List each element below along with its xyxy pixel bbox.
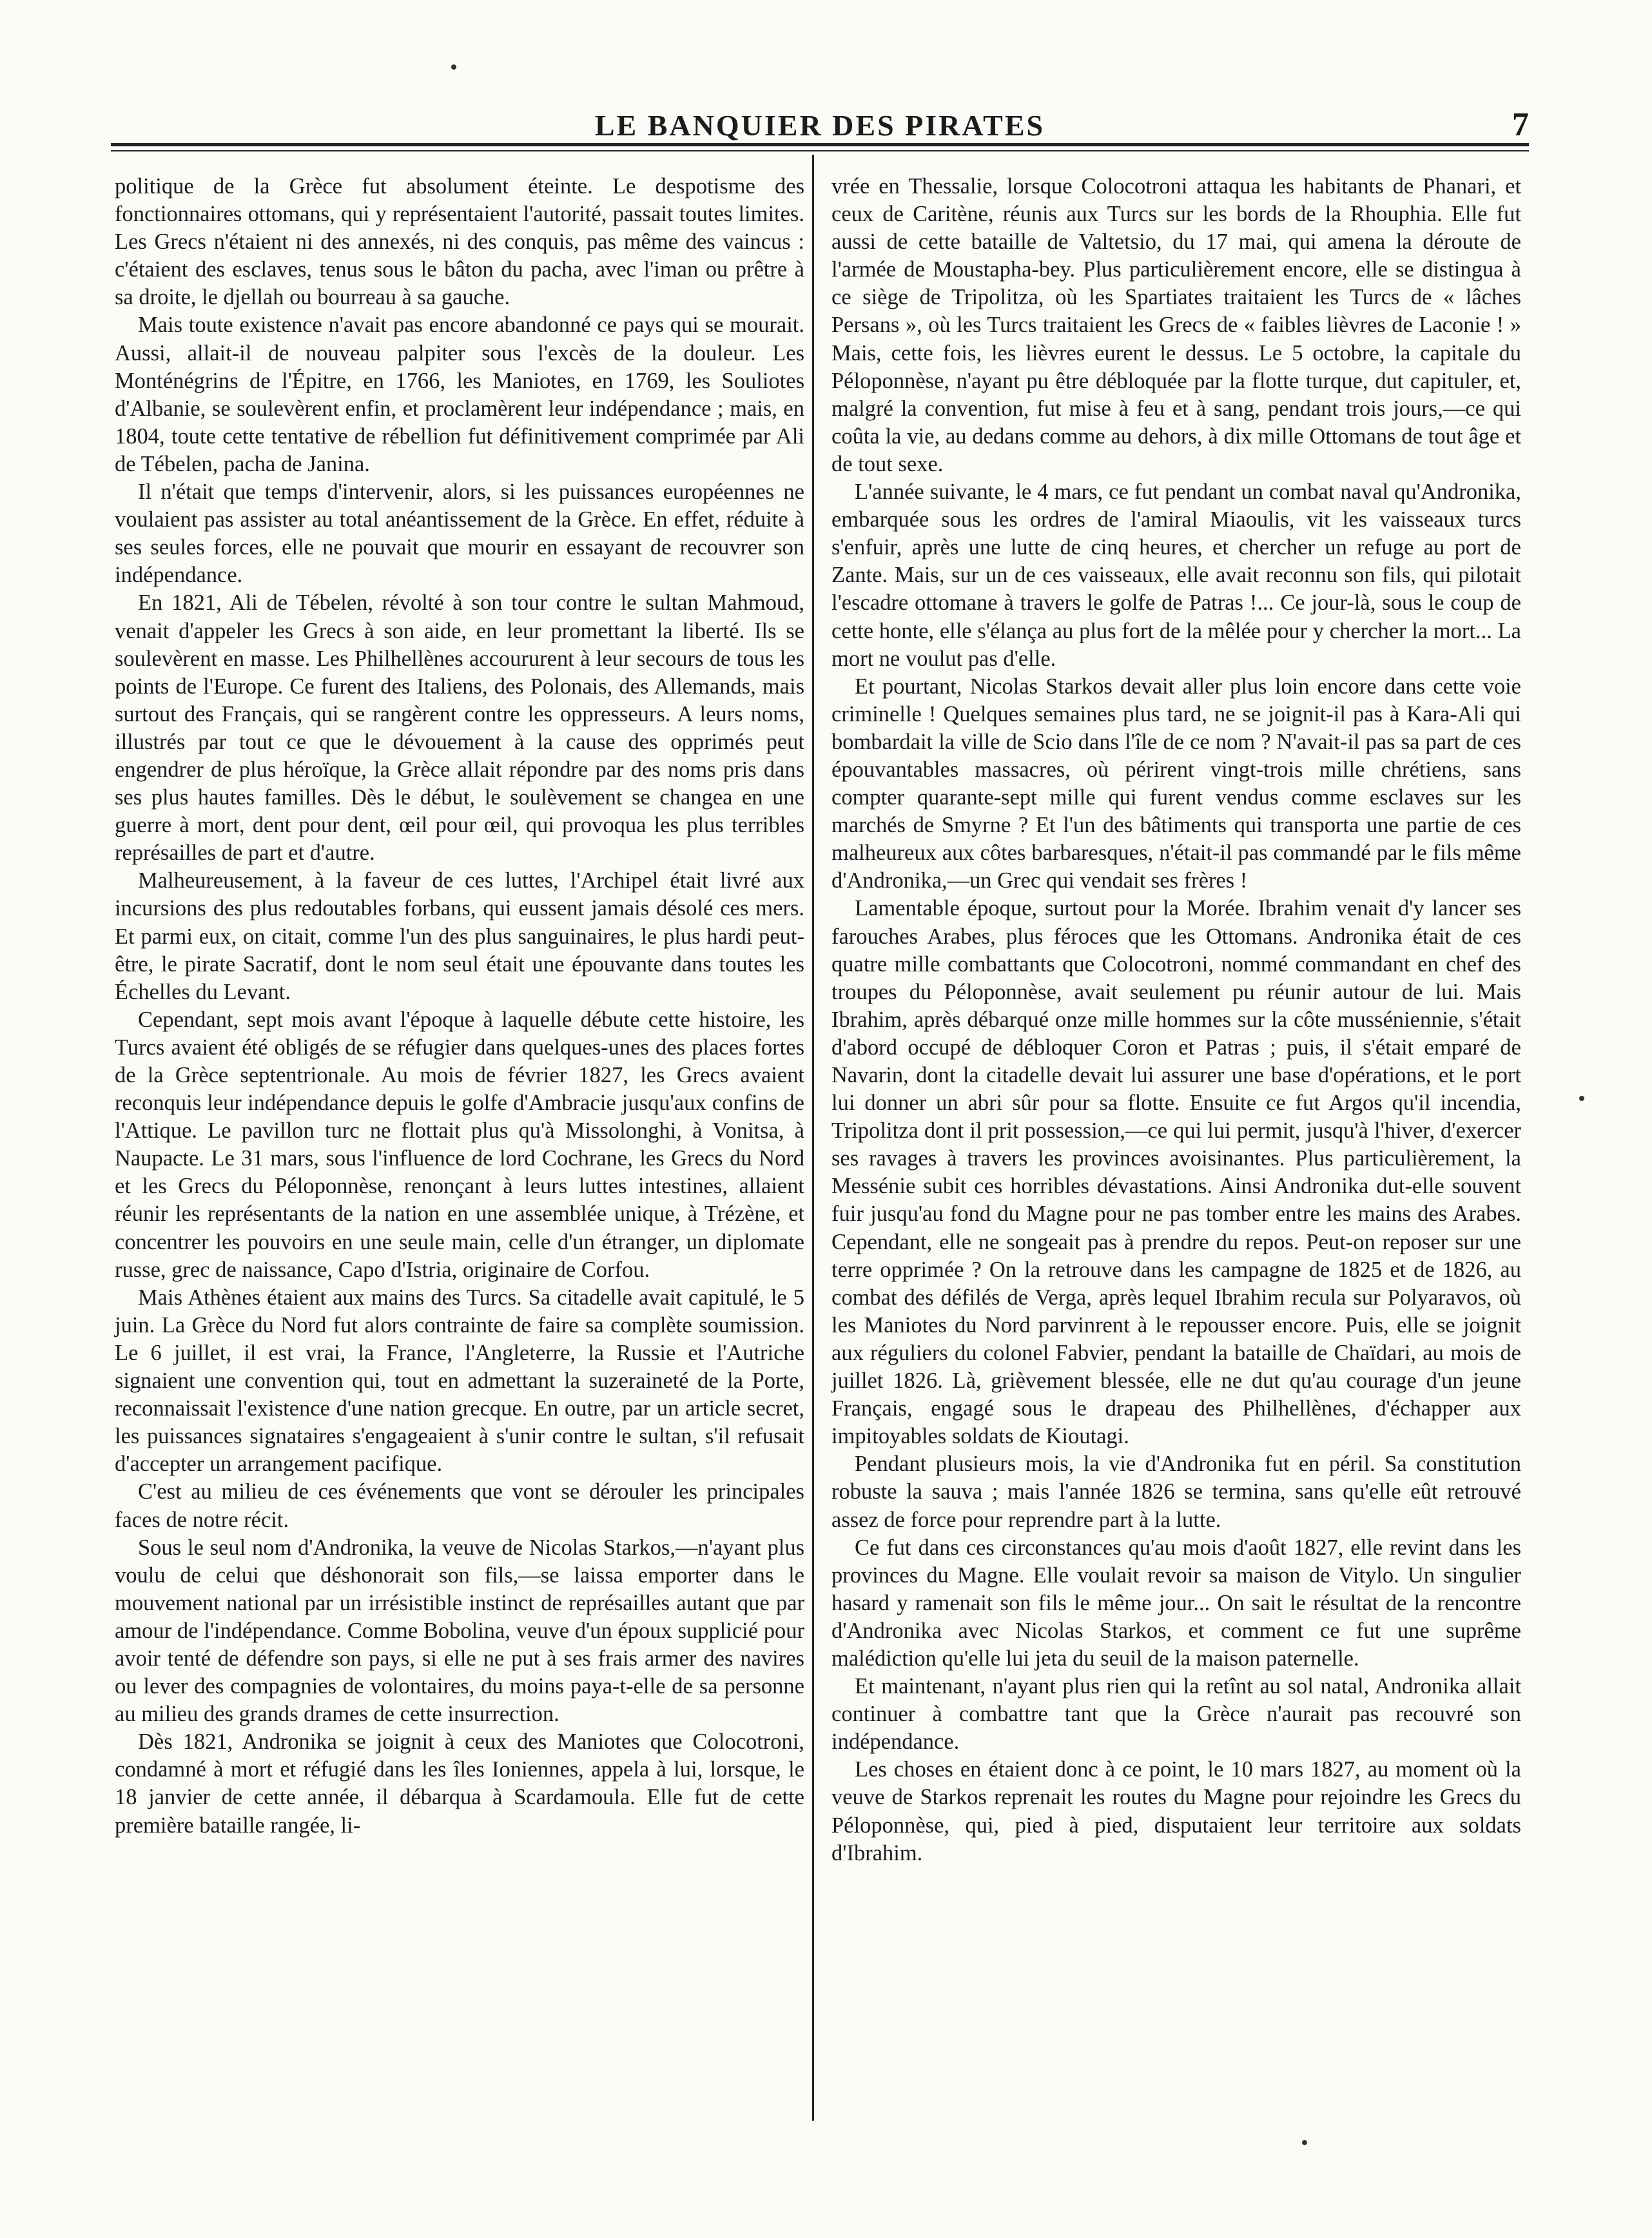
paragraph: L'année suivante, le 4 mars, ce fut pendant un combat naval qu'Andronika, embarquée sous les ordres de l'amiral Miaoulis, vit les vaisseaux turcs s'enfuir, après une lutte de cinq heures, et chercher un refuge au port de Zante. Mais, sur un de ces vaisseaux, elle avait reconnu son fils, qui pilotait l'escadre ottomane à travers le golfe de Patras !... Ce jour-là, sous le coup de cette honte, elle s'élança au plus fort de la mêlée pour y chercher la mort... La mort ne voulut pas d'elle.: [831, 480, 1521, 671]
column-divider: [812, 155, 814, 2121]
paragraph: vrée en Thessalie, lorsque Colocotroni attaqua les habitants de Phanari, et ceux de Caritène, réunis aux Turcs sur les bords de la Rhouphia. Elle fut aussi de cette bataille de Valtetsio, du 17 mai, qui amena la déroute de l'armée de Moustapha-bey. Plus particulièrement encore, elle se distingua à ce siège de Tripolitza, où les Spartiates traitaient les Turcs de « lâches Persans », où les Turcs traitaient les Grecs de « faibles lièvres de Laconie ! » Mais, cette fois, les lièvres eurent le dessus. Le 5 octobre, la capitale du Péloponnèse, n'ayant pu être débloquée par la flotte turque, dut capituler, et, malgré la convention, fut mise à feu et à sang, pendant trois jours,—ce qui coûta la vie, au dedans comme au dehors, à dix mille Ottomans de tout âge et de tout sexe.: [831, 174, 1521, 476]
paragraph: Mais toute existence n'avait pas encore abandonné ce pays qui se mourait. Aussi, allait-il de nouveau palpiter sous l'excès de la douleur. Les Monténégrins de l'Épitre, en 1766, les Maniotes, en 1769, les Souliotes d'Albanie, se soulevèrent enfin, et proclamèrent leur indépendance ; mais, en 1804, toute cette tentative de rébellion fut définitivement comprimée par Ali de Tébelen, pacha de Janina.: [115, 313, 804, 476]
paragraph: Et maintenant, n'ayant plus rien qui la retînt au sol natal, Andronika allait continuer à combattre tant que la Grèce n'aurait pas recouvré son indépendance.: [831, 1674, 1521, 1755]
paragraph: Lamentable époque, surtout pour la Morée. Ibrahim venait d'y lancer ses farouches Arabes, plus féroces que les Ottomans. Andronika était de ces quatre mille combattants que Colocotroni, nommé commandant en chef des troupes du Péloponnèse, avait seulement pu réunir autour de lui. Mais Ibrahim, après débarqué onze mille hommes sur la côte musséniennie, s'était d'abord occupé de débloquer Coron et Patras ; puis, il s'était emparé de Navarin, dont la citadelle devait lui assurer une base d'opérations, et le port lui donner un abri sûr pour sa flotte. Ensuite ce fut Argos qu'il incendia, Tripolitza dont il prit possession,—ce qui lui permit, jusqu'à l'hiver, d'exercer ses ravages à travers les provinces avoisinantes. Plus particulièrement, la Messénie subit ces horribles dévastations. Ainsi Andronika dut-elle souvent fuir jusqu'au fond du Magne pour ne pas tomber entre les mains des Arabes. Cependant, elle ne songeait pas à prendre du repos. Peut-on reposer sur une terre opprimée ? On la retrouve dans les campagne de 1825 et de 1826, au combat des défilés de Verga, après lequel Ibrahim recula sur Polyaravos, où les Maniotes du Nord parvinrent à le repousser encore. Puis, elle se joignit aux réguliers du colonel Fabvier, pendant la bataille de Chaïdari, au mois de juillet 1826. Là, grièvement blessée, elle ne dut qu'au courage d'un jeune Français, engagé sous le drapeau des Philhellènes, d'échapper aux impitoyables soldats de Kioutagi.: [831, 896, 1521, 1449]
paragraph: Cependant, sept mois avant l'époque à laquelle débute cette histoire, les Turcs avaient été obligés de se réfugier dans quelques-unes des places fortes de la Grèce septentrionale. Au mois de février 1827, les Grecs avaient reconquis leur indépendance depuis le golfe d'Ambracie jusqu'aux confins de l'Attique. Le pavillon turc ne flottait plus qu'à Missolonghi, à Vonitsa, à Naupacte. Le 31 mars, sous l'influence de lord Cochrane, les Grecs du Nord et les Grecs du Péloponnèse, renonçant à leurs luttes intestines, allaient réunir les représentants de la nation en une assemblée unique, à Trézène, et concentrer les pouvoirs en une seule main, celle d'un étranger, un diplomate russe, grec de naissance, Capo d'Istria, originaire de Corfou.: [115, 1007, 804, 1282]
right-column: [831, 173, 1521, 1867]
paragraph: Les choses en étaient donc à ce point, le 10 mars 1827, au moment où la veuve de Starkos reprenait les routes du Magne pour rejoindre les Grecs du Péloponnèse, qui, pied à pied, disputaient leur territoire aux soldats d'Ibrahim.: [831, 1757, 1521, 1865]
header-rule-thin: [111, 150, 1529, 151]
left-column: [115, 173, 804, 1840]
paragraph: Ce fut dans ces circonstances qu'au mois d'août 1827, elle revint dans les provinces du Magne. Elle voulait revoir sa maison de Vitylo. Un singulier hasard y ramenait son fils le même jour... On sait le résultat de la rencontre d'Andronika avec Nicolas Starkos, et comment ce fut une suprême malédiction qu'elle lui jeta du seuil de la maison paternelle.: [831, 1535, 1521, 1671]
paragraph: politique de la Grèce fut absolument éteinte. Le despotisme des fonctionnaires ottomans, qui y représentaient l'autorité, passait toutes limites. Les Grecs n'étaient ni des annexés, ni des conquis, pas même des vaincus : c'étaient des esclaves, tenus sous le bâton du pacha, avec l'iman ou prêtre à sa droite, le djellah ou bourreau à sa gauche.: [115, 174, 804, 310]
paragraph: Pendant plusieurs mois, la vie d'Andronika fut en péril. Sa constitution robuste la sauva ; mais l'année 1826 se termina, sans qu'elle eût retrouvé assez de force pour reprendre part à la lutte.: [831, 1452, 1521, 1532]
page-number: 7: [1512, 106, 1529, 143]
running-head: [111, 108, 1529, 141]
paragraph: Mais Athènes étaient aux mains des Turcs. Sa citadelle avait capitulé, le 5 juin. La Grèce du Nord fut alors contrainte de faire sa complète soumission. Le 6 juillet, il est vrai, la France, l'Angleterre, la Russie et l'Autriche signaient une convention qui, tout en admettant la suzeraineté de la Porte, reconnaissait l'existence d'une nation grecque. En outre, par un article secret, les puissances signataires s'engageaient à s'unir contre le sultan, s'il refusait d'accepter un arrangement pacifique.: [115, 1285, 804, 1477]
paragraph: Sous le seul nom d'Andronika, la veuve de Nicolas Starkos,—n'ayant plus voulu de celui que déshonorait son fils,—se laissa emporter dans le mouvement national par un irrésistible instinct de représailles autant que par amour de l'indépendance. Comme Bobolina, veuve d'un époux supplicié pour avoir tenté de défendre son pays, si elle ne put à ses frais armer des navires ou lever des compagnies de volontaires, du moins paya-t-elle de sa personne au milieu des grands drames de cette insurrection.: [115, 1535, 804, 1727]
running-title: LE BANQUIER DES PIRATES: [594, 109, 1045, 142]
paragraph: Il n'était que temps d'intervenir, alors, si les puissances européennes ne voulaient pas assister au total anéantissement de la Grèce. En effet, réduite à ses seules forces, elle ne pouvait que mourir en essayant de recouvrer son indépendance.: [115, 480, 804, 588]
print-speck: [451, 64, 456, 70]
paragraph: C'est au milieu de ces événements que vont se dérouler les principales faces de notre récit.: [115, 1479, 804, 1532]
print-speck: [1579, 1096, 1584, 1101]
paragraph: En 1821, Ali de Tébelen, révolté à son tour contre le sultan Mahmoud, venait d'appeler les Grecs à son aide, en leur promettant la liberté. Ils se soulevèrent en masse. Les Philhellènes accoururent à leur secours de tous les points de l'Europe. Ce furent des Italiens, des Polonais, des Allemands, mais surtout des Français, qui se rangèrent contre les oppresseurs. A leurs noms, illustrés par tout ce que le dévouement à la cause des opprimés peut engendrer de plus héroïque, la Grèce allait répondre par des noms pris dans ses plus hautes familles. Dès le début, le soulèvement se changea en une guerre à mort, dent pour dent, œil pour œil, qui provoqua les plus terribles représailles de part et d'autre.: [115, 590, 804, 866]
paragraph: Et pourtant, Nicolas Starkos devait aller plus loin encore dans cette voie criminelle ! Quelques semaines plus tard, ne se joignit-il pas à Kara-Ali qui bombardait la ville de Scio dans l'île de ce nom ? N'avait-il pas sa part de ces épouvantables massacres, où périrent vingt-trois mille chrétiens, sans compter quarante-sept mille qui furent vendus comme esclaves sur les marchés de Smyrne ? Et l'un des bâtiments qui transporta une partie de ces malheureux aux côtes barbaresques, n'était-il pas commandé par le fils même d'Andronika,—un Grec qui vendait ses frères !: [831, 674, 1521, 893]
print-speck: [1302, 2140, 1307, 2145]
header-rule-thick: [111, 143, 1529, 146]
paragraph: Malheureusement, à la faveur de ces luttes, l'Archipel était livré aux incursions des plus redoutables forbans, qui eussent jamais désolé ces mers. Et parmi eux, on citait, comme l'un des plus sanguinaires, le plus hardi peut-être, le pirate Sacratif, dont le nom seul était une épouvante dans toutes les Échelles du Levant.: [115, 868, 804, 1004]
paragraph: Dès 1821, Andronika se joignit à ceux des Maniotes que Colocotroni, condamné à mort et réfugié dans les îles Ioniennes, appela à lui, lorsque, le 18 janvier de cette année, il débarqua à Scardamoula. Elle fut de cette première bataille rangée, li-: [115, 1729, 804, 1838]
